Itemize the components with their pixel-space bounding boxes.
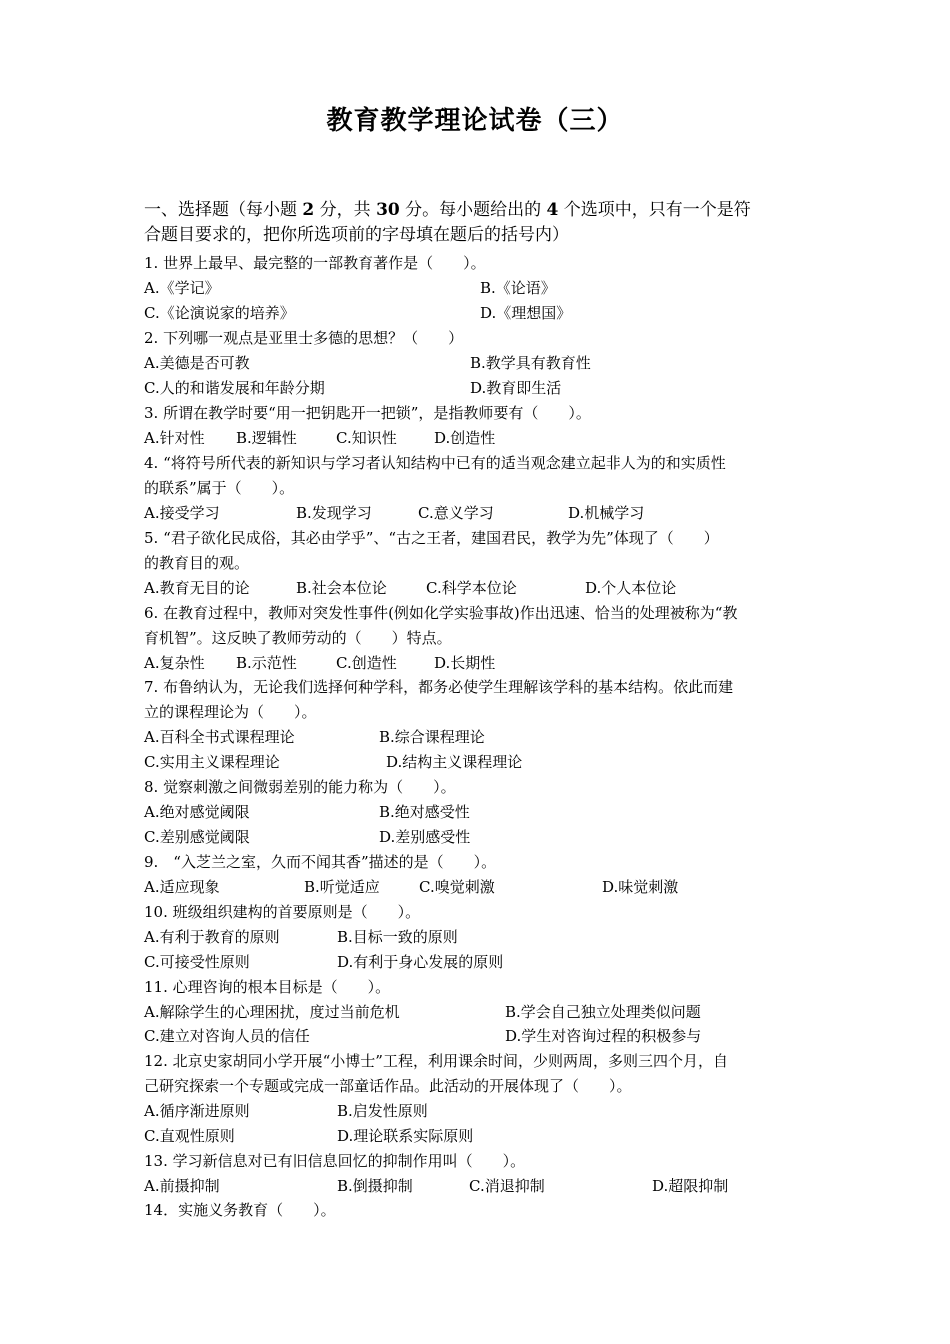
question-7-option: B.综合课程理论 (379, 728, 485, 746)
question-6-option: A.复杂性 (144, 654, 205, 672)
question-12-option: C.直观性原则 (144, 1127, 235, 1145)
question-13-option: C.消退抑制 (469, 1177, 545, 1195)
question-9-stem: 9. “入芝兰之室，久而不闻其香”描述的是（ ）。 (144, 853, 497, 871)
question-8-stem: 8. 觉察刺激之间微弱差别的能力称为（ ）。 (144, 778, 456, 796)
question-12-stem: 己研究探索一个专题或完成一部童话作品。此活动的开展体现了（ ）。 (144, 1077, 632, 1095)
question-5-stem: 的教育目的观。 (144, 554, 250, 572)
question-12-option: D.理论联系实际原则 (337, 1127, 474, 1145)
question-5-option: D.个人本位论 (585, 579, 677, 597)
question-4-option: D.机械学习 (568, 504, 645, 522)
question-10-option: C.可接受性原则 (144, 953, 250, 971)
question-12-option: B.启发性原则 (337, 1102, 428, 1120)
question-5-stem: 5. “君子欲化民成俗，其必由学乎”、“古之王者，建国君民，教学为先”体现了（ ） (144, 529, 719, 547)
question-6-option: C.创造性 (336, 654, 397, 672)
question-3-option: A.针对性 (144, 429, 205, 447)
question-8-option: A.绝对感觉阈限 (144, 803, 250, 821)
question-13-stem: 13. 学习新信息对已有旧信息回忆的抑制作用叫（ ）。 (144, 1152, 526, 1170)
question-2-option: A.美德是否可教 (144, 354, 250, 372)
question-7-option: D.结构主义课程理论 (386, 753, 523, 771)
question-1-stem: 1. 世界上最早、最完整的一部教育著作是（ ）。 (144, 254, 486, 272)
question-4-stem: 的联系”属于（ ）。 (144, 479, 295, 497)
question-2-option: B.教学具有教育性 (470, 354, 591, 372)
question-7-option: A.百科全书式课程理论 (144, 728, 295, 746)
question-9-option: D.味觉刺激 (602, 878, 679, 896)
question-12-option: A.循序渐进原则 (144, 1102, 250, 1120)
question-10-option: D.有利于身心发展的原则 (337, 953, 504, 971)
question-1-option: D.《理想国》 (480, 304, 572, 322)
question-3-option: D.创造性 (434, 429, 496, 447)
question-6-option: D.长期性 (434, 654, 496, 672)
question-1-option: B.《论语》 (480, 279, 556, 297)
question-11-option: C.建立对咨询人员的信任 (144, 1027, 310, 1045)
question-11-option: A.解除学生的心理困扰，度过当前危机 (144, 1003, 400, 1021)
section-option-count: 4 (546, 200, 559, 220)
question-12-stem: 12. 北京史家胡同小学开展“小博士”工程，利用课余时间，少则两周，多则三四个月，自 (144, 1052, 728, 1070)
question-4-option: B.发现学习 (296, 504, 372, 522)
section-score-total: 30 (376, 200, 400, 220)
question-8-option: C.差别感觉阈限 (144, 828, 250, 846)
question-13-option: B.倒摄抑制 (337, 1177, 413, 1195)
question-8-option: D.差别感受性 (379, 828, 471, 846)
question-9-option: B.听觉适应 (304, 878, 380, 896)
question-5-option: A.教育无目的论 (144, 579, 250, 597)
question-10-option: B.目标一致的原则 (337, 928, 458, 946)
question-6-stem: 6. 在教育过程中，教师对突发性事件(例如化学实验事故)作出迅速、恰当的处理被称为“教 (144, 604, 738, 622)
question-7-stem: 立的课程理论为（ ）。 (144, 703, 317, 721)
question-11-option: B.学会自己独立处理类似问题 (505, 1003, 701, 1021)
question-8-option: B.绝对感受性 (379, 803, 470, 821)
section-instruction-line-2: 合题目要求的，把你所选项前的字母填在题后的括号内） (144, 225, 569, 245)
question-4-option: C.意义学习 (418, 504, 494, 522)
question-5-option: C.科学本位论 (426, 579, 517, 597)
question-5-option: B.社会本位论 (296, 579, 387, 597)
section-text: 分。每小题给出的 (399, 200, 547, 220)
question-7-option: C.实用主义课程理论 (144, 753, 280, 771)
page-title: 教育教学理论试卷（三） (326, 106, 624, 136)
question-9-option: A.适应现象 (144, 878, 220, 896)
section-text: 一、选择题（每小题 (144, 200, 303, 220)
question-3-option: B.逻辑性 (236, 429, 297, 447)
question-11-stem: 11. 心理咨询的根本目标是（ ）。 (144, 978, 391, 996)
question-6-stem: 育机智”。这反映了教师劳动的（ ）特点。 (144, 629, 452, 647)
question-7-stem: 7. 布鲁纳认为，无论我们选择何种学科，都务必使学生理解该学科的基本结构。依此而建 (144, 678, 734, 696)
question-14-stem: 14．实施义务教育（ ）。 (144, 1201, 336, 1219)
question-3-option: C.知识性 (336, 429, 397, 447)
question-13-option: D.超限抑制 (652, 1177, 729, 1195)
question-3-stem: 3. 所谓在教学时要“用一把钥匙开一把锁”，是指教师要有（ ）。 (144, 404, 591, 422)
question-9-option: C.嗅觉刺激 (419, 878, 495, 896)
question-1-option: A.《学记》 (144, 279, 220, 297)
question-4-option: A.接受学习 (144, 504, 220, 522)
question-10-option: A.有利于教育的原则 (144, 928, 280, 946)
question-13-option: A.前摄抑制 (144, 1177, 220, 1195)
section-instruction-line-1 (144, 197, 751, 223)
section-text: 个选项中，只有一个是符 (558, 200, 751, 220)
question-10-stem: 10. 班级组织建构的首要原则是（ ）。 (144, 903, 421, 921)
question-2-stem: 2. 下列哪一观点是亚里士多德的思想？（ ） (144, 329, 464, 347)
question-11-option: D.学生对咨询过程的积极参与 (505, 1027, 702, 1045)
section-score-each: 2 (302, 200, 315, 220)
question-4-stem: 4. “将符号所代表的新知识与学习者认知结构中已有的适当观念建立起非人为的和实质性 (144, 454, 726, 472)
question-6-option: B.示范性 (236, 654, 297, 672)
question-1-option: C.《论演说家的培养》 (144, 304, 295, 322)
section-text: 分，共 (314, 200, 377, 220)
question-2-option: C.人的和谐发展和年龄分期 (144, 379, 325, 397)
question-2-option: D.教育即生活 (470, 379, 562, 397)
